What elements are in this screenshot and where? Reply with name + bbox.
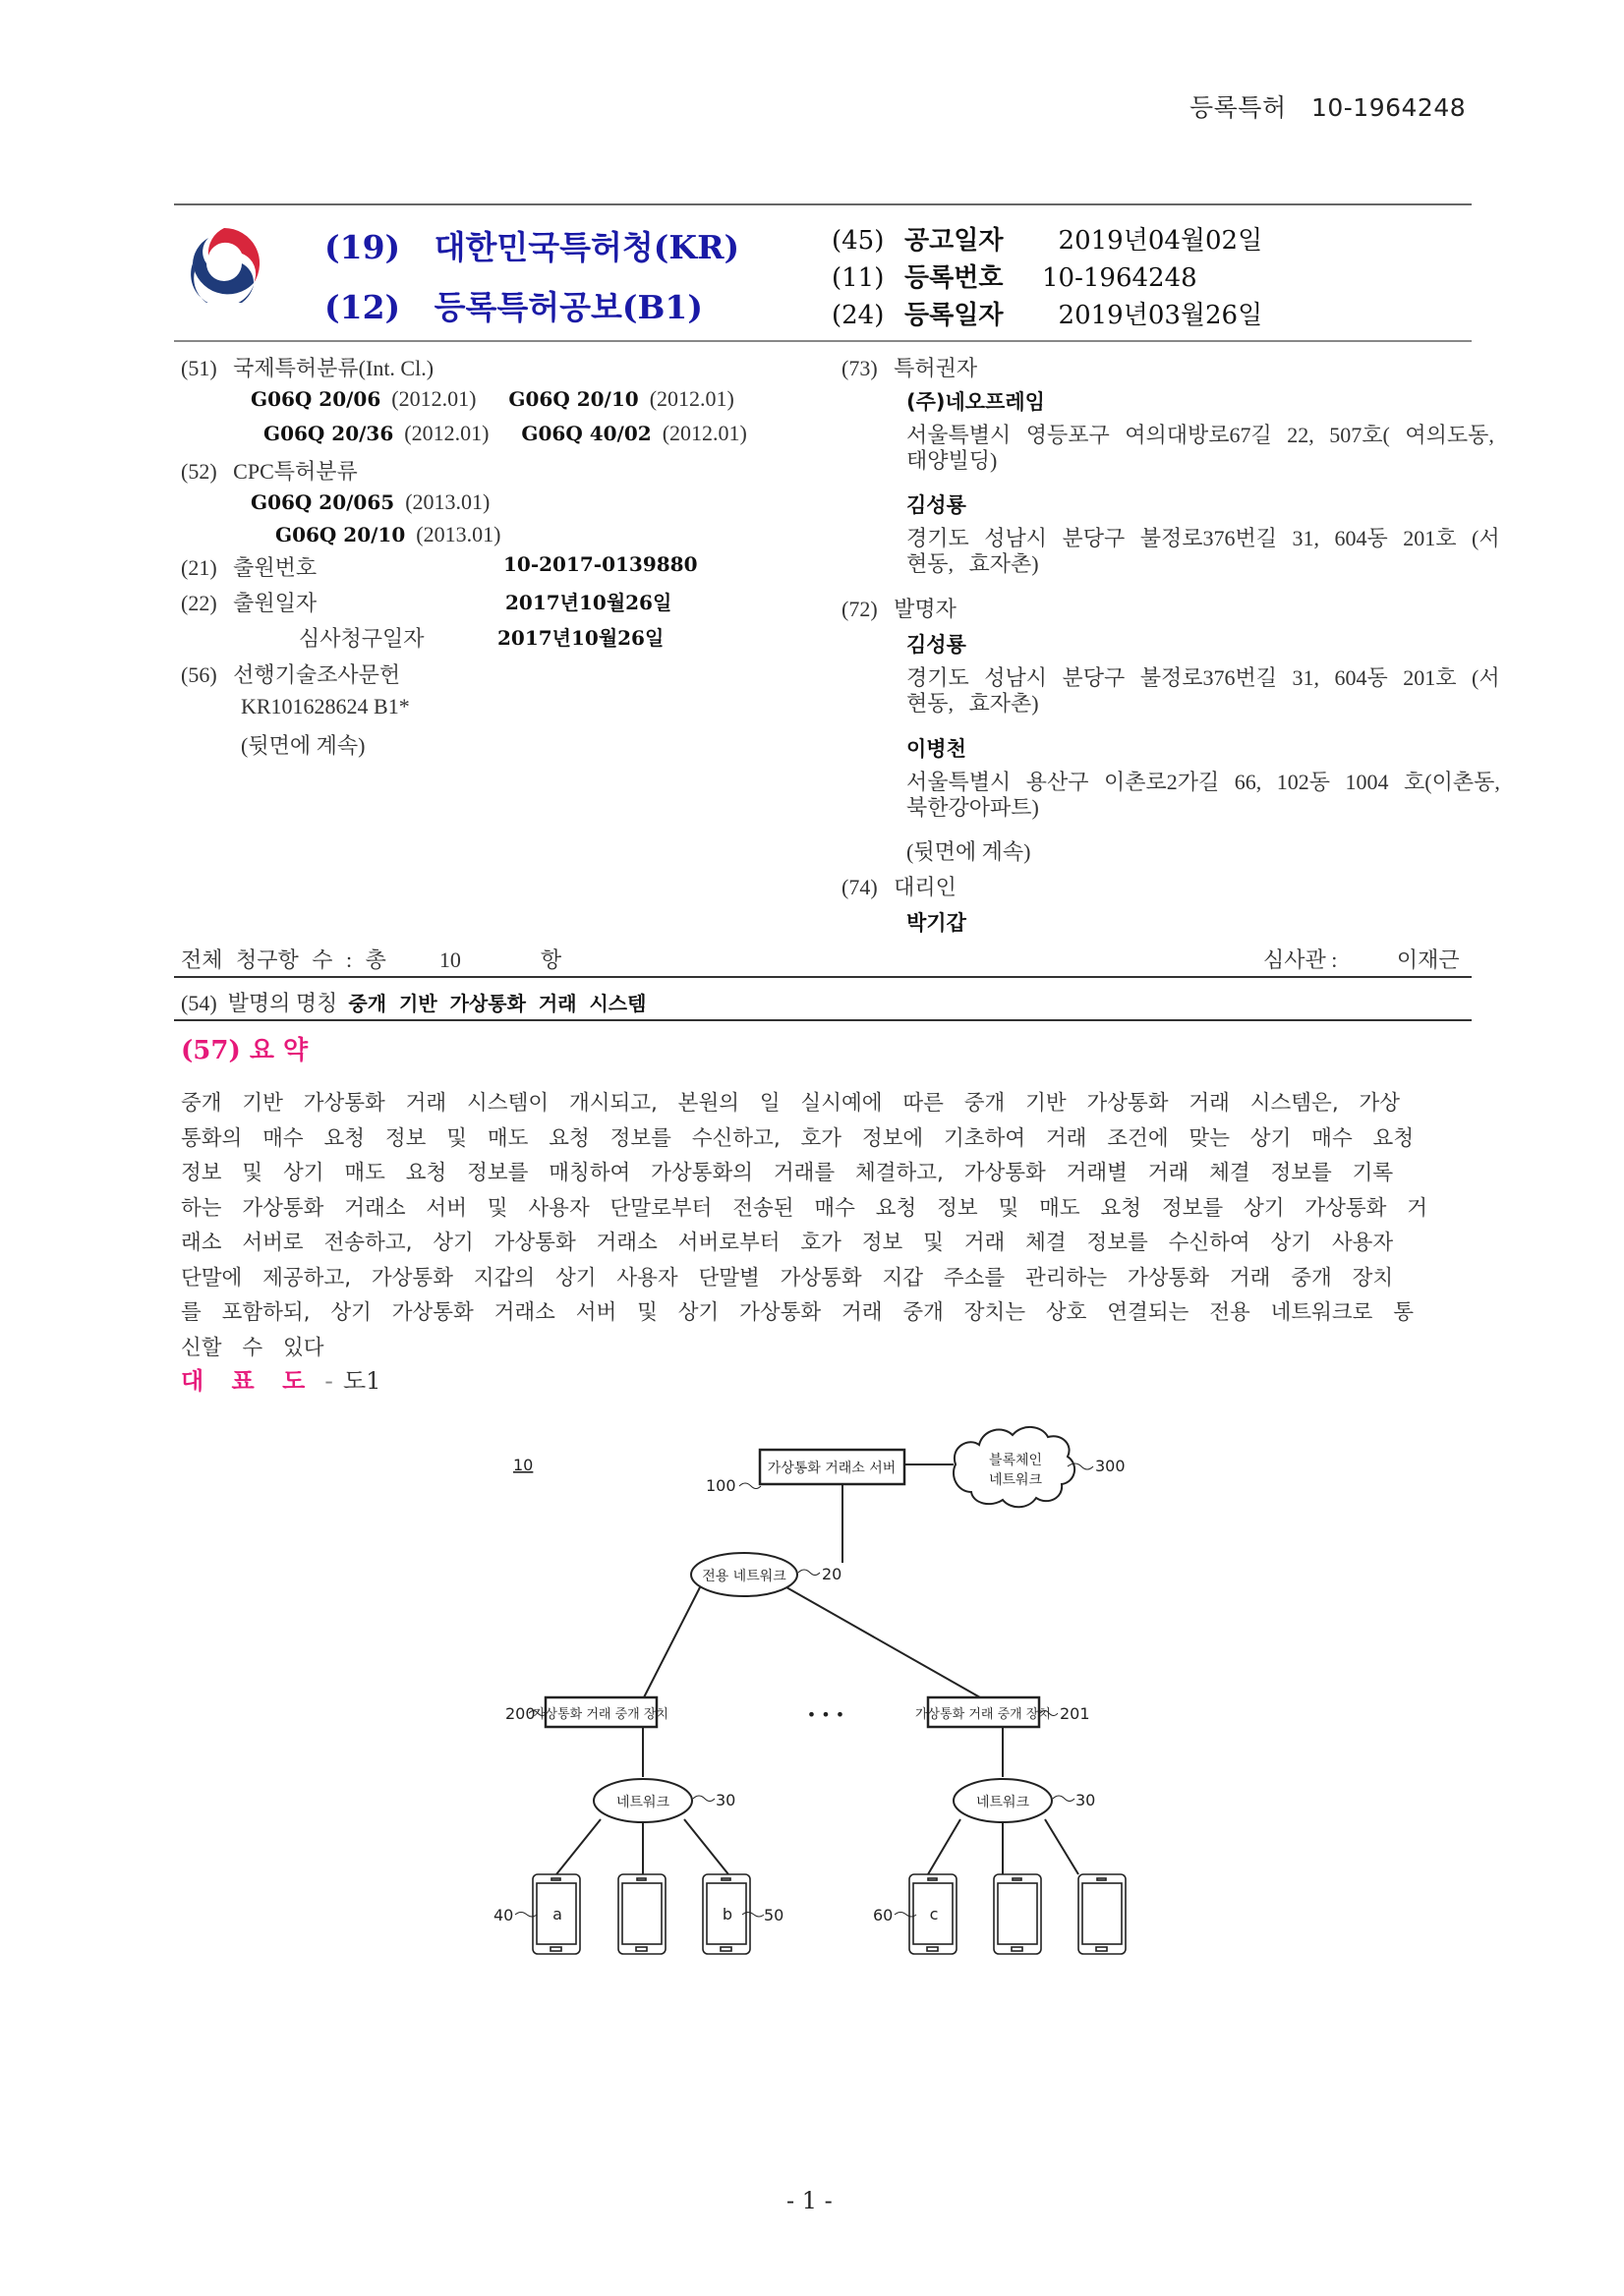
app-number: (21) 출원번호 — [181, 555, 318, 580]
header-rule — [174, 340, 1472, 342]
doc-number: 10-1964248 — [1310, 93, 1467, 122]
claims-rule — [174, 976, 1472, 978]
network-right-label: 네트워크 — [975, 1795, 1030, 1810]
agent-heading: (74) 대리인 — [841, 875, 957, 899]
patentee-name-1: (주)네오프레임 — [906, 390, 1045, 414]
top-rule — [174, 203, 1472, 205]
blockchain-line2: 네트워크 — [988, 1472, 1043, 1488]
cpc-heading: (52) CPC특허분류 — [181, 459, 358, 484]
claims-count: 전체 청구항 수 : 총 10 항 — [181, 947, 562, 972]
inventor-continued: (뒷면에 계속) — [906, 839, 1031, 864]
patentee-name-2: 김성룡 — [906, 493, 966, 517]
agent-name: 박기갑 — [906, 911, 966, 935]
cpc-row-2: G06Q 20/10 (2013.01) — [275, 522, 501, 546]
broker-right-label: 가상통화 거래 중개 장치 — [915, 1707, 1051, 1722]
exchange-server-label: 가상통화 거래소 서버 — [767, 1461, 897, 1476]
inventor-name-2: 이병천 — [906, 737, 966, 761]
ipc-row-2: G06Q 20/36 (2012.01) G06Q 40/02 (2012.01) — [263, 421, 747, 445]
patentee-address-1: 서울특별시 영등포구 여의대방로67길 22, 507호( 여의도동, 태양빌딩) — [906, 423, 1494, 473]
inventor-heading: (72) 발명자 — [841, 597, 957, 621]
ellipsis: • • • — [806, 1705, 845, 1724]
publication-title: (12) 등록특허공보(B1) — [324, 288, 703, 326]
pub-info-reg-date: (24) 등록일자 2019년03월26일 — [832, 301, 1263, 330]
ipc-heading: (51) 국제특허분류(Int. Cl.) — [181, 356, 435, 380]
terminal-a-letter: a — [552, 1905, 562, 1923]
office-title: (19) 대한민국특허청(KR) — [324, 228, 740, 266]
inventor-address-1: 경기도 성남시 분당구 불정로376번길 31, 604동 201호 (서현동, 효자촌) — [906, 665, 1500, 716]
terminal-b-ref: 50 — [764, 1906, 784, 1924]
terminal-6 — [1078, 1874, 1126, 1954]
title-rule — [174, 1019, 1472, 1021]
private-network-ref: 20 — [822, 1565, 842, 1583]
cpc-row-1: G06Q 20/065 (2013.01) — [251, 489, 491, 514]
app-date-value: 2017년10월26일 — [505, 591, 672, 614]
broker-left-ref: 200 — [505, 1704, 536, 1723]
patentee-address-2: 경기도 성남시 분당구 불정로376번길 31, 604동 201호 (서현동, 효자촌) — [906, 526, 1500, 576]
network-right-ref: 30 — [1075, 1791, 1096, 1809]
examiner: 심사관 : 이재근 — [1263, 947, 1460, 972]
prior-art-heading: (56) 선행기술조사문헌 — [181, 662, 401, 687]
exam-date-value: 2017년10월26일 — [497, 626, 665, 650]
broker-left-label: 가상통화 거래 중개 장치 — [533, 1707, 668, 1722]
app-number-value: 10-2017-0139880 — [503, 552, 698, 576]
terminal-c-letter: c — [929, 1905, 939, 1923]
terminal-c-ref: 60 — [873, 1906, 894, 1924]
prior-art-ref: KR101628624 B1* — [241, 694, 410, 718]
network-left-ref: 30 — [716, 1791, 736, 1809]
figure-1-diagram — [472, 1415, 1199, 1985]
system-ref-label: 10 — [513, 1456, 534, 1474]
pub-info-announce: (45) 공고일자 2019년04월02일 — [832, 226, 1263, 256]
terminal-a-ref: 40 — [493, 1906, 514, 1924]
inventor-address-2: 서울특별시 용산구 이촌로2가길 66, 102동 1004 호(이촌동, 북한강아파트) — [906, 770, 1500, 820]
app-date: (22) 출원일자 — [181, 591, 318, 615]
abstract-body: 중개 기반 가상통화 거래 시스템이 개시되고, 본원의 일 실시예에 따른 중개 기반 가상통화 거래 시스템은, 가상 통화의 매수 요청 정보 및 매도 요청 정보를 수신하고, 호가 정보에 기초하여 거래 조건에 맞는 상기 매수 요청 정보 및 상기 매도 요청 정보를 매칭하여 가상통화의 거래를 체결하고, 가상통화 거래별 거래 체결 정보를 기록 하는 가상통화 거래소 서버 및 사용자 단말로부터 전송된 매수 요청 정보 및 매도 요청 정보를 상기 가상통화 거 래소 서버로 전송하고, 상기 가상통화 거래소 서버로부터 호가 정보 및 거래 체결 정보를 수신하여 상기 사용자 단말에 제공하고, 가상통화 지갑의 상기 사용자 단말별 가상통화 지갑 주소를 관리하는 가상통화 거래 중개 장치 를 포함하되, 상기 가상통화 거래소 서버 및 상기 가상통화 거래 중개 장치는 상호 연결되는 전용 네트워크로 통 신할 수 있다 — [181, 1091, 1428, 1360]
private-network-label: 전용 네트워크 — [702, 1569, 786, 1584]
terminal-b-letter: b — [722, 1905, 733, 1923]
doc-type: 등록특허 — [1189, 93, 1287, 122]
network-left-label: 네트워크 — [615, 1795, 670, 1810]
exam-date-label: 심사청구일자 — [299, 626, 425, 651]
blockchain-ref: 300 — [1095, 1457, 1126, 1475]
invention-title: (54) 발명의 명칭 중개 기반 가상통화 거래 시스템 — [181, 991, 647, 1015]
abstract-heading: (57) 요 약 — [181, 1036, 309, 1065]
inventor-name-1: 김성룡 — [906, 633, 966, 657]
broker-right-ref: 201 — [1060, 1704, 1090, 1723]
terminal-2 — [618, 1874, 666, 1954]
page-header — [1189, 88, 1466, 124]
representative-figure: 대 표 도 - 도1 — [181, 1367, 381, 1395]
exchange-server-ref: 100 — [706, 1476, 736, 1495]
terminal-5 — [994, 1874, 1041, 1954]
patentee-heading: (73) 특허권자 — [841, 356, 978, 380]
prior-art-continued: (뒷면에 계속) — [241, 733, 366, 758]
pub-info-reg-no: (11) 등록번호 10-1964248 — [832, 263, 1197, 293]
kipo-logo-icon — [185, 224, 263, 303]
ipc-row-1: G06Q 20/06 (2012.01) G06Q 20/10 (2012.01) — [251, 386, 734, 411]
blockchain-line1: 블록체인 — [988, 1453, 1043, 1468]
page-footer: - 1 - — [786, 2187, 833, 2214]
